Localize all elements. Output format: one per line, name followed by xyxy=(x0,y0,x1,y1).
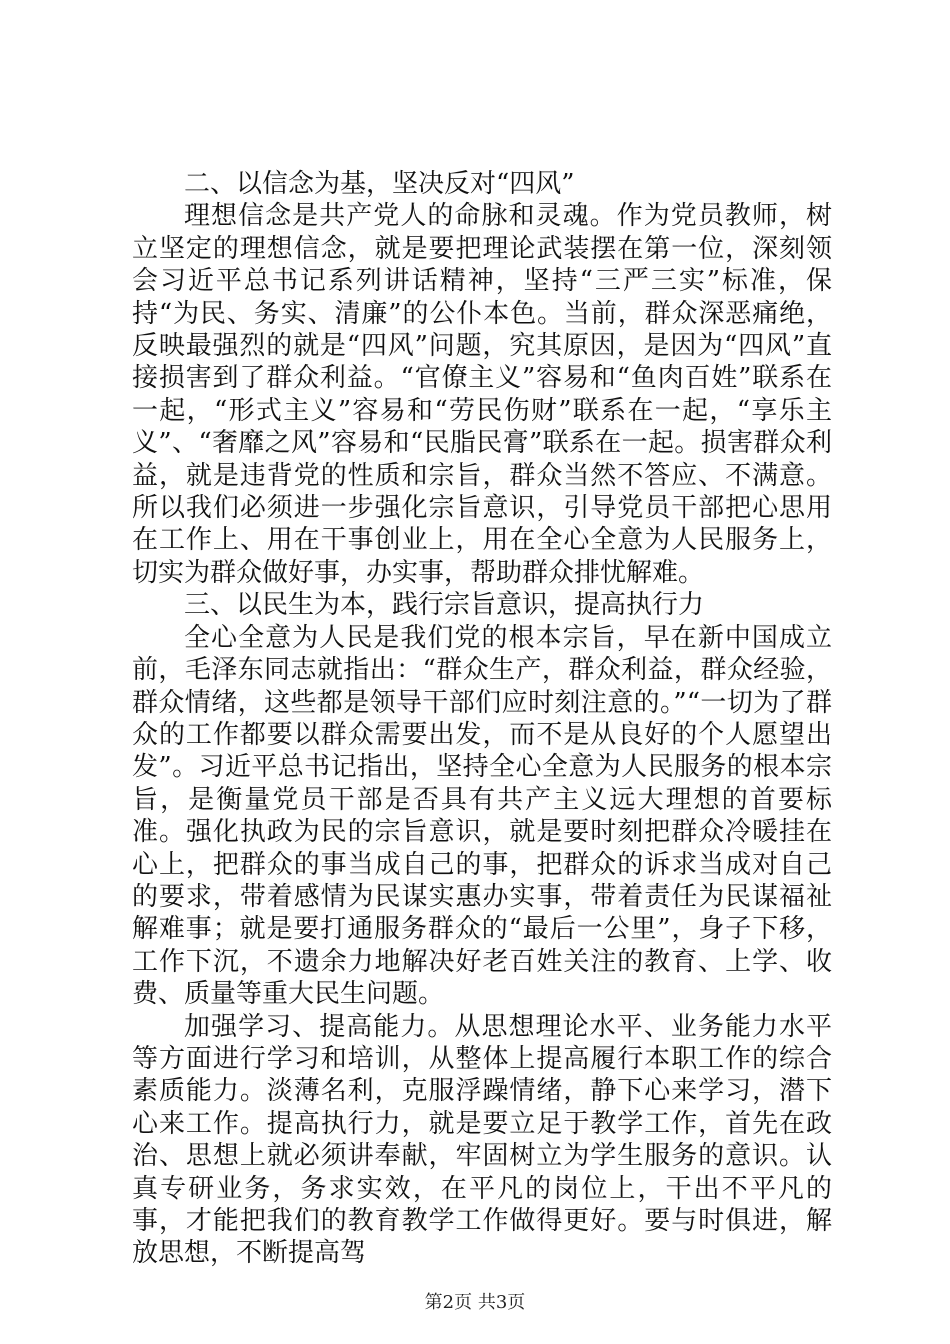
section-heading: 三、以民生为本，践行宗旨意识，提高执行力 xyxy=(184,590,705,621)
document-body xyxy=(132,168,832,1270)
page-footer: 第2页 共3页 xyxy=(424,1292,526,1313)
body-paragraph: 加强学习、提高能力。从思想理论水平、业务能力水平等方面进行学习和培训，从整体上提高履行本职工作的综合素质能力。淡薄名利，克服浮躁情绪，静下心来学习，潜下心来工作。提高执行力，就是要立足于教学工作，首先在政治、思想上就必须讲奉献，牢固树立为学生服务的意识。认真专研业务，务求实效，在平凡的岗位上，干出不平凡的事，才能把我们的教育教学工作做得更好。要与时俱进，解放思想，不断提高驾 xyxy=(132,1011,832,1269)
body-paragraph: 全心全意为人民是我们党的根本宗旨，早在新中国成立前，毛泽东同志就指出：“群众生产，群众利益，群众经验，群众情绪，这些都是领导干部们应时刻注意的。”“一切为了群众的工作都要以群众需要出发，而不是从良好的个人愿望出发”。习近平总书记指出，坚持全心全意为人民服务的根本宗旨，是衡量党员干部是否具有共产主义远大理想的首要标准。强化执政为民的宗旨意识，就是要时刻把群众冷暖挂在心上，把群众的事当成自己的事，把群众的诉求当成对自己的要求，带着感情为民谋实惠办实事，带着责任为民谋福祉解难事；就是要打通服务群众的“最后一公里”，身子下移，工作下沉，不遗余力地解决好老百姓关注的教育、上学、收费、质量等重大民生问题。 xyxy=(132,622,832,1010)
body-paragraph: 理想信念是共产党人的命脉和灵魂。作为党员教师，树立坚定的理想信念，就是要把理论武装摆在第一位，深刻领会习近平总书记系列讲话精神，坚持“三严三实”标准，保持“为民、务实、清廉”的公仆本色。当前，群众深恶痛绝，反映最强烈的就是“四风”问题，究其原因，是因为“四风”直接损害到了群众利益。“官僚主义”容易和“鱼肉百姓”联系在一起，“形式主义”容易和“劳民伤财”联系在一起，“享乐主义”、“奢靡之风”容易和“民脂民膏”联系在一起。损害群众利益，就是违背党的性质和宗旨，群众当然不答应、不满意。所以我们必须进一步强化宗旨意识，引导党员干部把心思用在工作上、用在干事创业上，用在全心全意为人民服务上，切实为群众做好事，办实事，帮助群众排忧解难。 xyxy=(132,201,832,588)
section-heading: 二、以信念为基，坚决反对“四风” xyxy=(184,169,575,199)
